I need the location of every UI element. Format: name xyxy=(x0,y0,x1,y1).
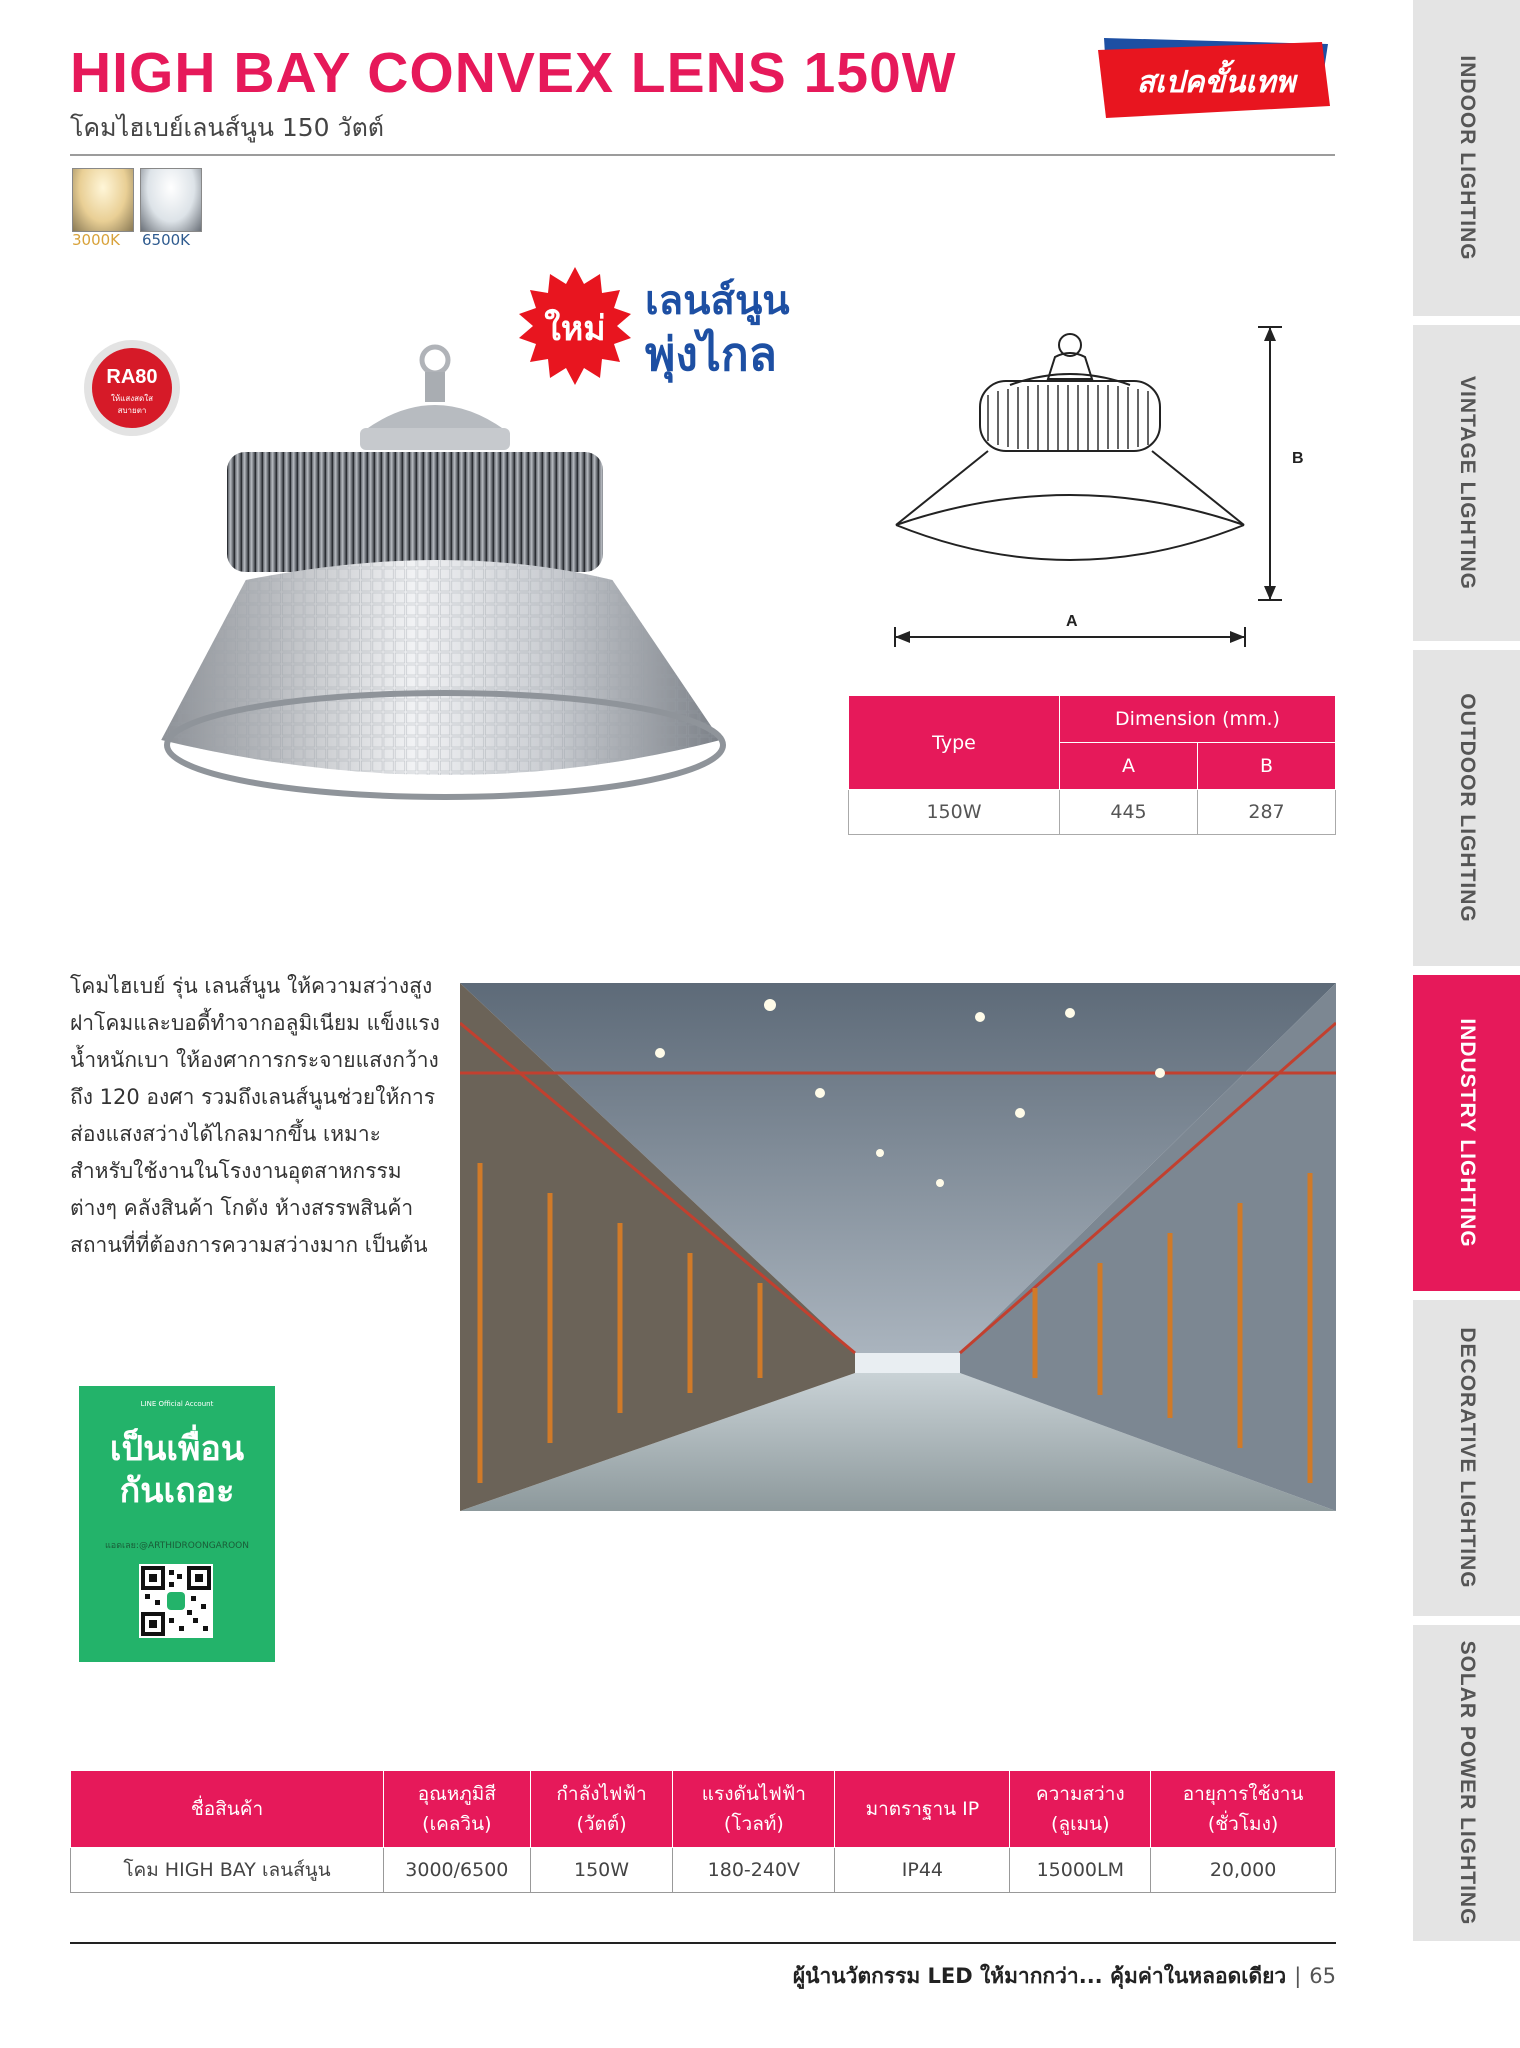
footer-divider xyxy=(70,1942,1336,1944)
spec-cell-power: 150W xyxy=(530,1848,673,1893)
table-row xyxy=(71,1848,1336,1893)
dimension-table xyxy=(848,695,1336,835)
table-row xyxy=(849,790,1336,835)
spec-cell-ip: IP44 xyxy=(835,1848,1010,1893)
dimension-label-a: A xyxy=(1066,613,1078,630)
footer xyxy=(70,1960,1336,1993)
spec-header-name: ชื่อสินค้า xyxy=(71,1771,384,1848)
swatch-6500k xyxy=(140,168,202,232)
product-description: โคมไฮเบย์ รุ่น เลนส์นูน ให้ความสว่างสูง ฝาโคมและบอดี้ทำจากอลูมิเนียม แข็งแรง น้ำหนักเบา ให้องศาการกระจายแสงกว้างถึง 120 องศา รวมถึงเลนส์นูนช่วยให้การส่องแสงสว่างได้ไกลมากขึ้น เหมาะสำหรับใช้งานในโรงงานอุตสาหกรรมต่างๆ คลังสินค้า โกดัง ห้างสรรพสินค้า สถานที่ที่ต้องการความสว่างมาก เป็นต้น xyxy=(70,974,440,1257)
line-promo-top-text: LINE Official Account xyxy=(140,1400,214,1408)
swatch-3000k-label: 3000K xyxy=(72,231,121,249)
spec-cell-voltage: 180-240V xyxy=(673,1848,835,1893)
spec-cell-color-temp: 3000/6500 xyxy=(384,1848,531,1893)
line-promo-handle: แอดเลย:@ARTHIDROONGAROON xyxy=(105,1541,249,1551)
spec-header-brightness: ความสว่าง (ลูเมน) xyxy=(1010,1771,1151,1848)
spec-header-row xyxy=(71,1771,1336,1848)
spec-header-lifetime: อายุการใช้งาน (ชั่วโมง) xyxy=(1151,1771,1336,1848)
high-bay-lamp-image xyxy=(150,340,750,800)
qr-code-icon[interactable] xyxy=(139,1564,213,1638)
page-number: 65 xyxy=(1309,1964,1336,1988)
side-tab-industry-lighting[interactable]: INDUSTRY LIGHTING xyxy=(1413,975,1520,1291)
side-tab-decorative-lighting[interactable]: DECORATIVE LIGHTING xyxy=(1413,1300,1520,1616)
dim-header-type: Type xyxy=(849,696,1060,790)
side-tab-vintage-lighting[interactable]: VINTAGE LIGHTING xyxy=(1413,325,1520,641)
spec-cell-brightness: 15000LM xyxy=(1010,1848,1151,1893)
new-badge-line2: พุ่งไกล xyxy=(645,327,777,381)
footer-separator: | xyxy=(1294,1964,1302,1988)
spec-badge xyxy=(1098,34,1333,122)
burst-text: ใหม่ xyxy=(544,309,606,349)
ra80-caption-2: สบายตา xyxy=(117,406,147,415)
warehouse-photo xyxy=(460,983,1336,1511)
line-promo-line2: กันเถอะ xyxy=(119,1471,235,1511)
dim-header-a: A xyxy=(1060,743,1198,790)
product-title: HIGH BAY CONVEX LENS 150W xyxy=(70,41,957,105)
dim-header-b: B xyxy=(1197,743,1335,790)
side-tab-indoor-lighting[interactable]: INDOOR LIGHTING xyxy=(1413,0,1520,316)
line-promo-line1: เป็นเพื่อน xyxy=(109,1429,245,1469)
ra80-title: RA80 xyxy=(106,366,158,388)
dimension-label-b: B xyxy=(1292,450,1304,467)
side-tab-solar-power-lighting[interactable]: SOLAR POWER LIGHTING xyxy=(1413,1625,1520,1941)
header-divider xyxy=(70,154,1335,156)
dim-cell-type: 150W xyxy=(849,790,1060,835)
product-subtitle: โคมไฮเบย์เลนส์นูน 150 วัตต์ xyxy=(70,113,385,142)
side-tab-outdoor-lighting[interactable]: OUTDOOR LIGHTING xyxy=(1413,650,1520,966)
spec-header-ip: มาตราฐาน IP xyxy=(835,1771,1010,1848)
spec-header-voltage: แรงดันไฟฟ้า (โวลท์) xyxy=(673,1771,835,1848)
line-promo-headline xyxy=(79,1428,275,1512)
dim-cell-b: 287 xyxy=(1197,790,1335,835)
dim-cell-a: 445 xyxy=(1060,790,1198,835)
spec-header-color-temp: อุณหภูมิสี (เคลวิน) xyxy=(384,1771,531,1848)
spec-cell-lifetime: 20,000 xyxy=(1151,1848,1336,1893)
swatch-3000k xyxy=(72,168,134,232)
swatch-6500k-label: 6500K xyxy=(142,231,191,249)
spec-header-power: กำลังไฟฟ้า (วัตต์) xyxy=(530,1771,673,1848)
spec-table xyxy=(70,1770,1336,1893)
dimension-drawing xyxy=(870,315,1310,665)
dim-header-dimension: Dimension (mm.) xyxy=(1060,696,1336,743)
footer-slogan: ผู้นำนวัตกรรม LED ให้มากกว่า... คุ้มค่าในหลอดเดียว xyxy=(792,1964,1287,1988)
line-official-promo[interactable] xyxy=(79,1386,275,1662)
new-badge-line1: เลนส์นูน xyxy=(645,278,790,324)
spec-badge-text: สเปคขั้นเทพ xyxy=(1136,65,1296,100)
spec-cell-name: โคม HIGH BAY เลนส์นูน xyxy=(71,1848,384,1893)
ra80-caption-1: ให้แสงสดใส xyxy=(111,394,153,403)
